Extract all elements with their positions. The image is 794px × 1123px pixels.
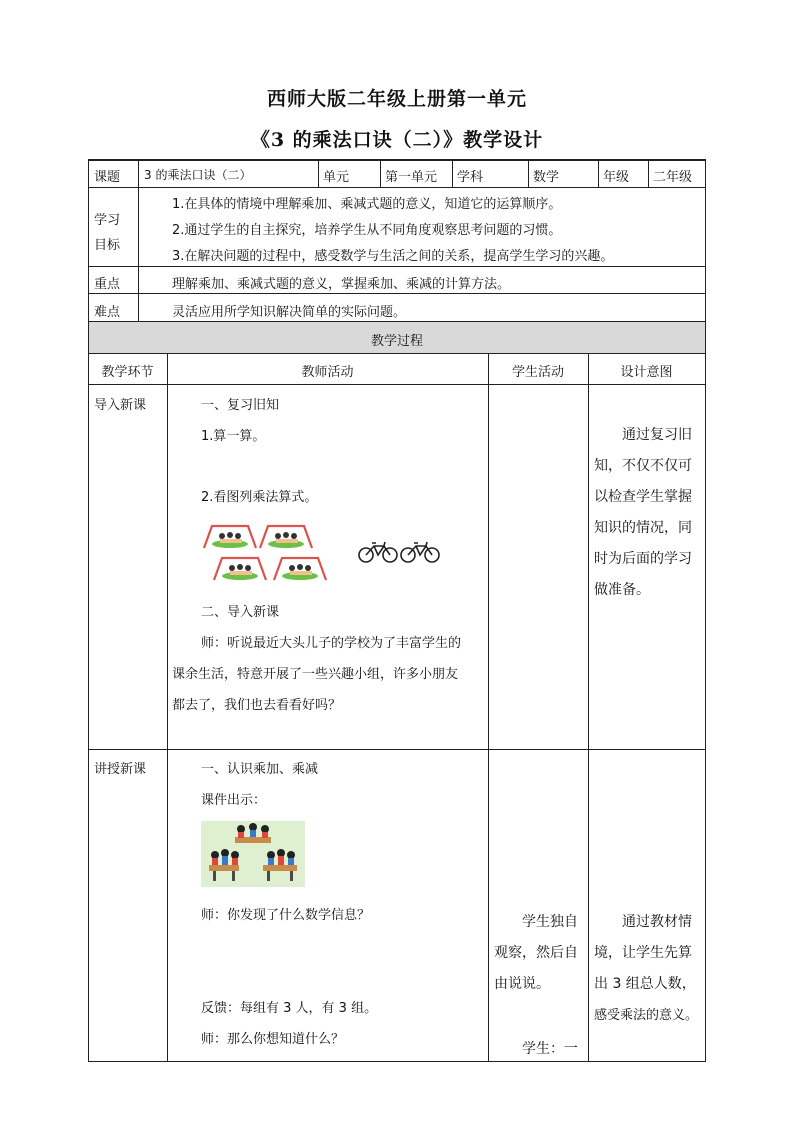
- goal-item: 1.在具体的情境中理解乘加、乘减式题的意义，知道它的运算顺序。: [172, 197, 562, 212]
- children-group-illustration: [201, 821, 305, 887]
- student-line: 学生独自: [522, 914, 578, 930]
- difficulty-text: 灵活应用所学知识解决简单的实际问题。: [172, 305, 407, 320]
- row-line: [88, 353, 706, 354]
- col-line: [588, 353, 589, 1062]
- column-header-student: 学生活动: [511, 365, 564, 380]
- swing-with-children-icon: [200, 522, 340, 584]
- col-line: [648, 159, 649, 187]
- intent-line: 感受乘法的意义。: [594, 1008, 699, 1023]
- topic-label: 课题: [94, 170, 121, 185]
- grade-value: 二年级: [653, 170, 693, 185]
- bicycle-icon: [358, 538, 442, 564]
- teacher-line: 都去了，我们也去看看好吗？: [172, 698, 342, 713]
- col-line: [488, 353, 489, 1062]
- teacher-line: 二、导入新课: [201, 605, 280, 620]
- subject-label: 学科: [457, 170, 484, 185]
- teacher-line: 课余生活，特意开展了一些兴趣小组，许多小朋友: [172, 667, 459, 682]
- table-border-left: [88, 159, 89, 1062]
- row-line: [88, 321, 706, 322]
- table-border-top: [88, 159, 706, 161]
- row-line: [88, 266, 706, 267]
- goal-item: 3.在解决问题的过程中，感受数学与生活之间的关系，提高学生学习的兴趣。: [172, 249, 614, 264]
- column-header-intent: 设计意图: [620, 365, 673, 380]
- intent-line: 境，让学生先算: [594, 945, 692, 961]
- teacher-line: 一、复习旧知: [201, 398, 280, 413]
- subject-value: 数学: [533, 170, 560, 185]
- student-line: 学生：一: [522, 1041, 578, 1057]
- document-title: 西师大版二年级上册第一单元: [266, 88, 527, 110]
- col-line: [452, 159, 453, 187]
- student-line: 由说说。: [494, 976, 550, 992]
- intent-line: 时为后面的学习: [594, 551, 692, 567]
- table-border-right: [705, 159, 706, 1062]
- goals-label-line2: 目标: [94, 238, 121, 253]
- row-line: [88, 293, 706, 294]
- stage-name: 导入新课: [94, 398, 147, 413]
- col-line: [138, 159, 139, 321]
- intent-line: 通过复习旧: [622, 427, 692, 443]
- topic-value: 3 的乘法口诀（二）: [144, 168, 252, 182]
- intent-line: 做准备。: [594, 582, 650, 598]
- unit-label: 单元: [323, 170, 350, 185]
- difficulty-label: 难点: [94, 305, 121, 320]
- teacher-line: 1.算一算。: [201, 429, 266, 444]
- col-line: [380, 159, 381, 187]
- row-line: [88, 749, 706, 750]
- row-line: [88, 384, 706, 385]
- table-border-bottom: [88, 1061, 706, 1062]
- teacher-line: 师：听说最近大头儿子的学校为了丰富学生的: [201, 636, 462, 651]
- intent-line: 知识的情况，同: [594, 520, 692, 536]
- teacher-line: 反馈：每组有 3 人，有 3 组。: [201, 1001, 378, 1016]
- key-point-text: 理解乘加、乘减式题的意义，掌握乘加、乘减的计算方法。: [172, 277, 511, 292]
- key-point-label: 重点: [94, 277, 121, 292]
- column-header-stage: 教学环节: [101, 365, 154, 380]
- unit-value: 第一单元: [385, 170, 438, 185]
- grade-label: 年级: [603, 170, 630, 185]
- teacher-line: 师：你发现了什么数学信息？: [201, 908, 371, 923]
- column-header-teacher: 教师活动: [301, 365, 354, 380]
- student-line: 观察，然后自: [494, 945, 578, 961]
- intent-line: 知，不仅不仅可: [594, 458, 692, 474]
- teacher-line: 2.看图列乘法算式。: [201, 490, 318, 505]
- col-line: [598, 159, 599, 187]
- teacher-line: 课件出示：: [201, 793, 267, 808]
- intent-line: 通过教材情: [622, 914, 692, 930]
- process-header: 教学过程: [370, 334, 423, 349]
- goals-label-line1: 学习: [94, 213, 121, 228]
- col-line: [167, 353, 168, 1062]
- teacher-line: 师：那么你想知道什么？: [201, 1032, 345, 1047]
- intent-line: 以检查学生掌握: [594, 489, 692, 505]
- lesson-title: 《3 的乘法口诀（二）》教学设计: [250, 129, 544, 151]
- intent-line: 出 3 组总人数，: [594, 976, 696, 992]
- stage-name: 讲授新课: [94, 762, 147, 777]
- teacher-line: 一、认识乘加、乘减: [201, 762, 319, 777]
- col-line: [318, 159, 319, 187]
- goal-item: 2.通过学生的自主探究，培养学生从不同角度观察思考问题的习惯。: [172, 223, 562, 238]
- col-line: [528, 159, 529, 187]
- row-line: [88, 187, 706, 188]
